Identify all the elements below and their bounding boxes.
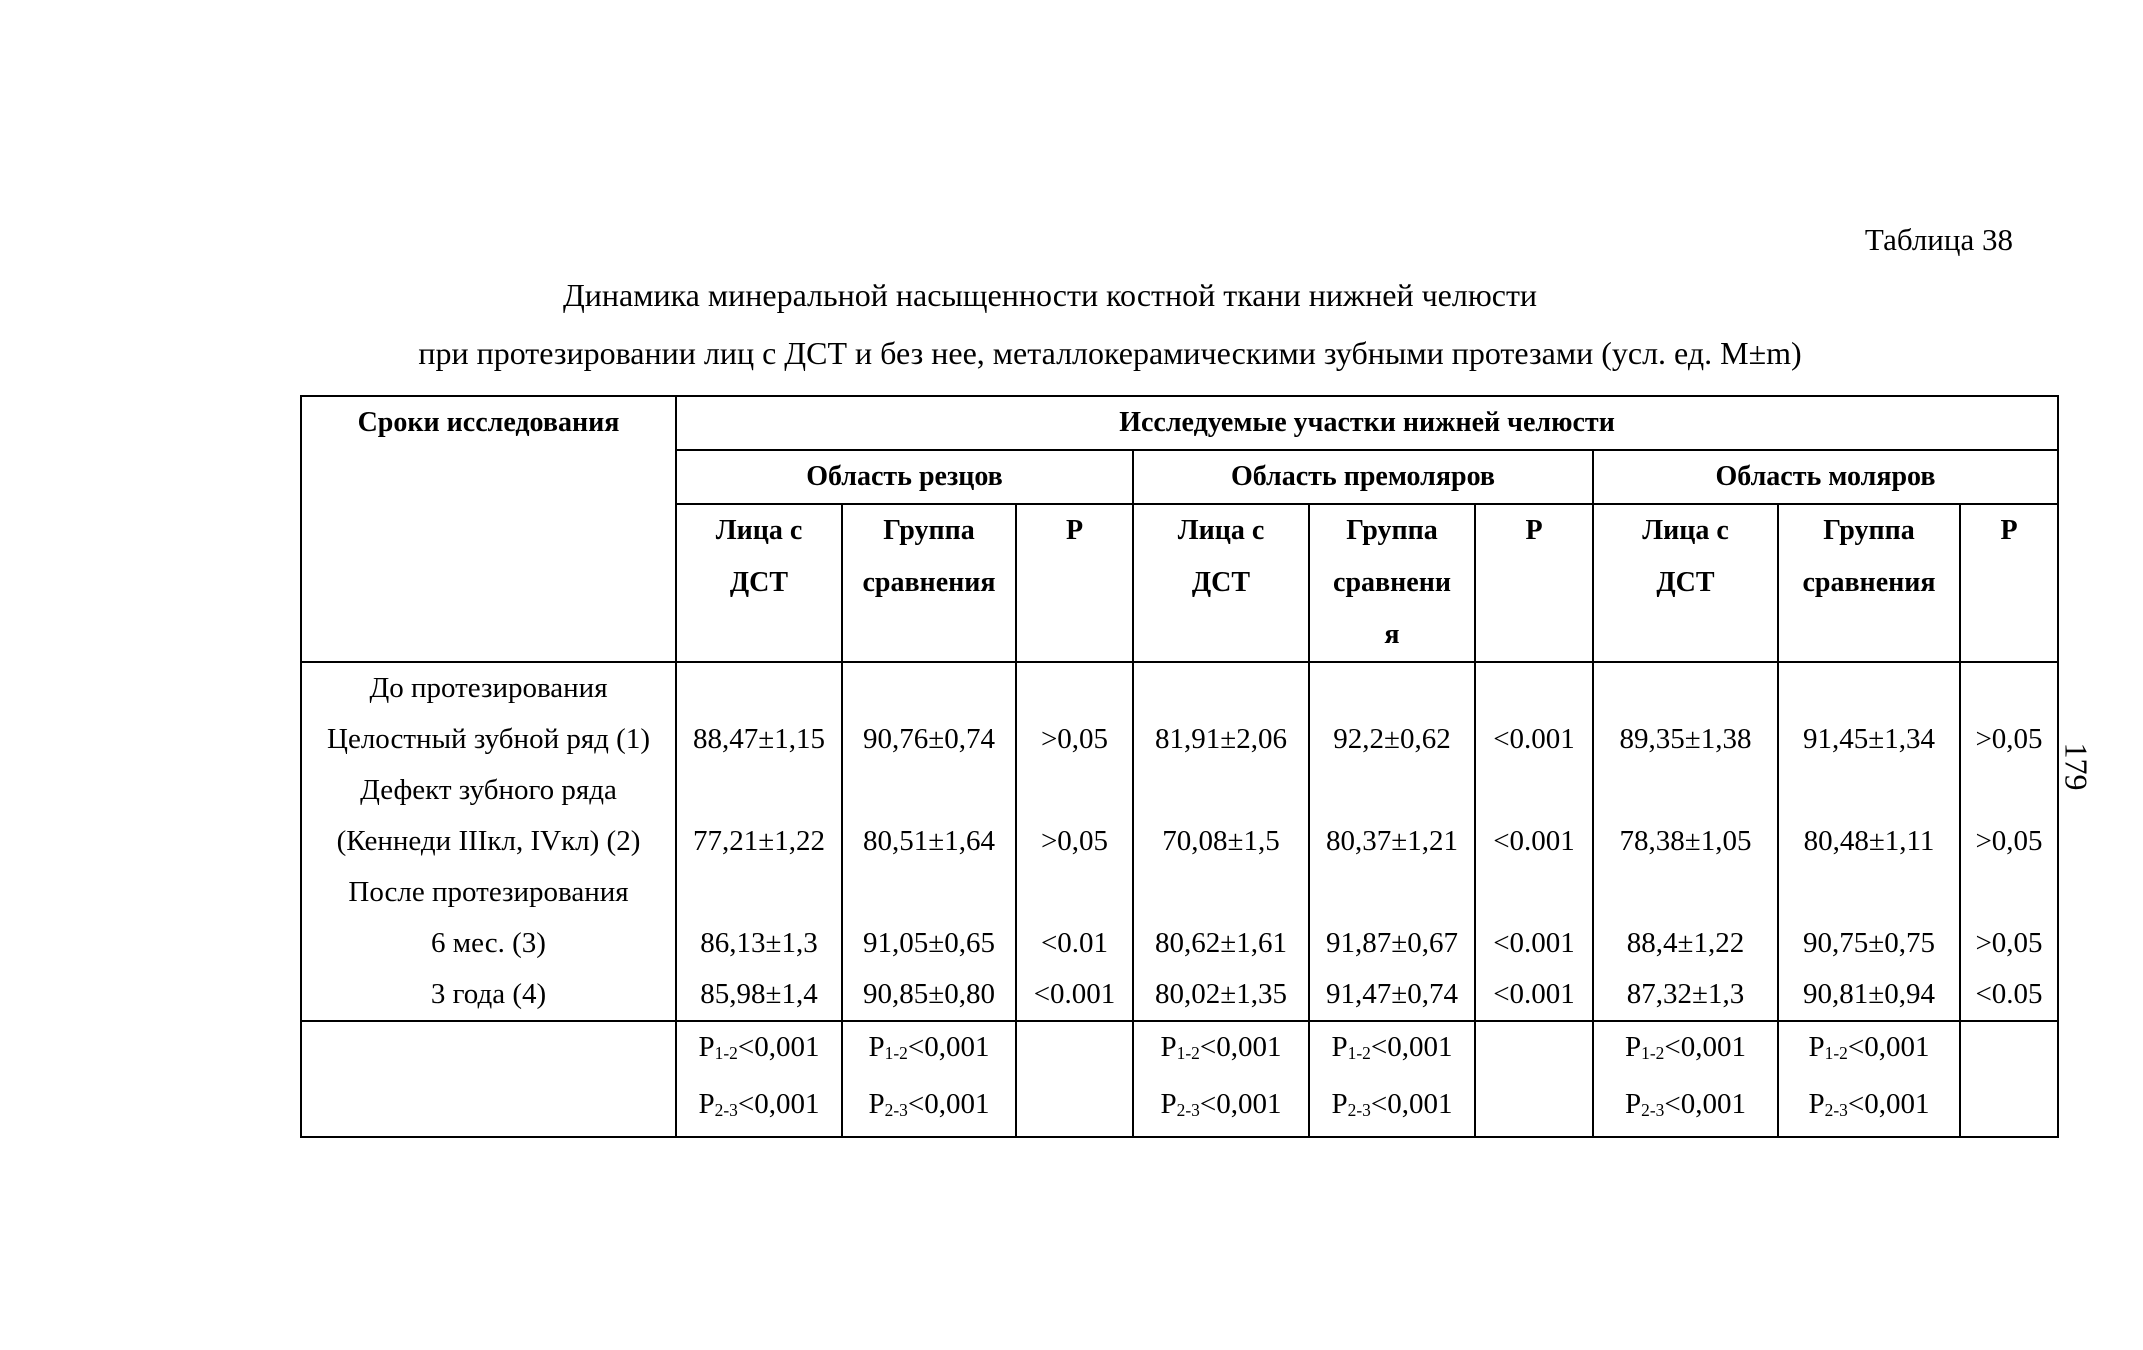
cell: 70,08±1,5 bbox=[1162, 825, 1280, 857]
cell: 78,38±1,05 bbox=[1619, 825, 1752, 857]
cell: <0.05 bbox=[1975, 978, 2043, 1010]
row-label: 3 года (4) bbox=[430, 978, 547, 1010]
pvalue-cell: $P_{1-2}<0,001$ $P_{2-3}<0,001$ bbox=[842, 1021, 1016, 1137]
cell: 90,85±0,80 bbox=[863, 978, 995, 1010]
subheader-p: P bbox=[1960, 504, 2058, 662]
cell: 80,51±1,64 bbox=[863, 825, 995, 857]
cell: 91,05±0,65 bbox=[863, 927, 995, 959]
table-label: Таблица 38 bbox=[1864, 222, 2013, 257]
row-label: 6 мес. (3) bbox=[431, 927, 546, 959]
pvalue-cell: $P_{1-2}<0,001$ $P_{2-3}<0,001$ bbox=[1133, 1021, 1309, 1137]
cell: >0,05 bbox=[1040, 825, 1109, 857]
pvalue-cell: $P_{1-2}<0,001$ $P_{2-3}<0,001$ bbox=[676, 1021, 842, 1137]
subheader-dst: Лица с ДСТ bbox=[1593, 504, 1778, 662]
cell: 87,32±1,3 bbox=[1626, 978, 1745, 1010]
pvalue-empty bbox=[1960, 1021, 2058, 1137]
cell: >0,05 bbox=[1975, 927, 2043, 959]
pvalue-empty bbox=[1016, 1021, 1133, 1137]
subheader-dst: Лица с ДСТ bbox=[676, 504, 842, 662]
pvalue-label-empty bbox=[301, 1021, 676, 1137]
col-values bbox=[1133, 662, 1309, 1021]
row-label: После протезирования bbox=[348, 876, 629, 908]
cell: 81,91±2,06 bbox=[1155, 723, 1287, 755]
cell: <0.01 bbox=[1040, 927, 1109, 959]
row-labels bbox=[301, 662, 676, 1021]
cell: 91,47±0,74 bbox=[1326, 978, 1458, 1010]
cell: 80,48±1,11 bbox=[1803, 825, 1935, 857]
col-values bbox=[842, 662, 1016, 1021]
cell: 85,98±1,4 bbox=[700, 978, 818, 1010]
subheader-compare: Группа сравнения bbox=[842, 504, 1016, 662]
subheader-dst: Лица с ДСТ bbox=[1133, 504, 1309, 662]
col-values bbox=[1016, 662, 1133, 1021]
row-label: (Кеннеди IIIкл, IVкл) (2) bbox=[336, 825, 641, 857]
cell: >0,05 bbox=[1975, 825, 2043, 857]
cell: 91,45±1,34 bbox=[1803, 723, 1935, 755]
subheader-compare: Группа сравнени я bbox=[1309, 504, 1475, 662]
cell: <0.001 bbox=[1033, 978, 1116, 1010]
cell: 80,62±1,61 bbox=[1155, 927, 1287, 959]
header-region-molars: Область моляров bbox=[1593, 450, 2058, 504]
cell: <0.001 bbox=[1493, 978, 1575, 1010]
cell: 92,2±0,62 bbox=[1333, 723, 1451, 755]
row-label: До протезирования bbox=[369, 672, 608, 704]
cell: 90,76±0,74 bbox=[863, 723, 995, 755]
cell: 90,75±0,75 bbox=[1803, 927, 1935, 959]
col-values bbox=[1778, 662, 1960, 1021]
cell: 80,02±1,35 bbox=[1155, 978, 1287, 1010]
col-values bbox=[1475, 662, 1593, 1021]
table-title-line-2: при протезировании лиц с ДСТ и без нее, металлокерамическими зубными протезами (усл. ед. M±m) bbox=[418, 335, 1802, 371]
cell: 88,4±1,22 bbox=[1626, 927, 1745, 959]
cell: 91,87±0,67 bbox=[1326, 927, 1458, 959]
subheader-compare: Группа сравнения bbox=[1778, 504, 1960, 662]
cell: 86,13±1,3 bbox=[700, 927, 818, 959]
data-table bbox=[300, 395, 2059, 1138]
header-region-incisors: Область резцов bbox=[676, 450, 1133, 504]
table-title-line-1: Динамика минеральной насыщенности костной ткани нижней челюсти bbox=[562, 277, 1538, 313]
subheader-p: P bbox=[1016, 504, 1133, 662]
cell: 90,81±0,94 bbox=[1803, 978, 1935, 1010]
cell: 80,37±1,21 bbox=[1326, 825, 1458, 857]
cell: 88,47±1,15 bbox=[693, 723, 825, 755]
header-time: Сроки исследования bbox=[301, 396, 676, 662]
cell: <0.001 bbox=[1493, 723, 1575, 755]
data-body bbox=[301, 662, 2058, 1021]
pvalue-cell: $P_{1-2}<0,001$ $P_{2-3}<0,001$ bbox=[1593, 1021, 1778, 1137]
pvalue-cell: $P_{1-2}<0,001$ $P_{2-3}<0,001$ bbox=[1309, 1021, 1475, 1137]
subheader-p: P bbox=[1475, 504, 1593, 662]
cell: 89,35±1,38 bbox=[1619, 723, 1752, 755]
pvalue-empty bbox=[1475, 1021, 1593, 1137]
cell: >0,05 bbox=[1040, 723, 1109, 755]
row-label: Целостный зубной ряд (1) bbox=[327, 723, 650, 755]
pvalue-cell: $P_{1-2}<0,001$ $P_{2-3}<0,001$ bbox=[1778, 1021, 1960, 1137]
cell: <0.001 bbox=[1493, 927, 1575, 959]
col-values bbox=[676, 662, 842, 1021]
col-values bbox=[1593, 662, 1778, 1021]
cell: 77,21±1,22 bbox=[693, 825, 825, 857]
header-region-premolars: Область премоляров bbox=[1133, 450, 1593, 504]
header-group: Исследуемые участки нижней челюсти bbox=[676, 396, 2058, 450]
col-values bbox=[1309, 662, 1475, 1021]
cell: <0.001 bbox=[1493, 825, 1575, 857]
row-label: Дефект зубного ряда bbox=[360, 774, 617, 806]
page-number: 179 bbox=[2058, 742, 2095, 791]
cell: >0,05 bbox=[1975, 723, 2043, 755]
pvalue-row bbox=[301, 1021, 2058, 1137]
col-values bbox=[1960, 662, 2058, 1021]
